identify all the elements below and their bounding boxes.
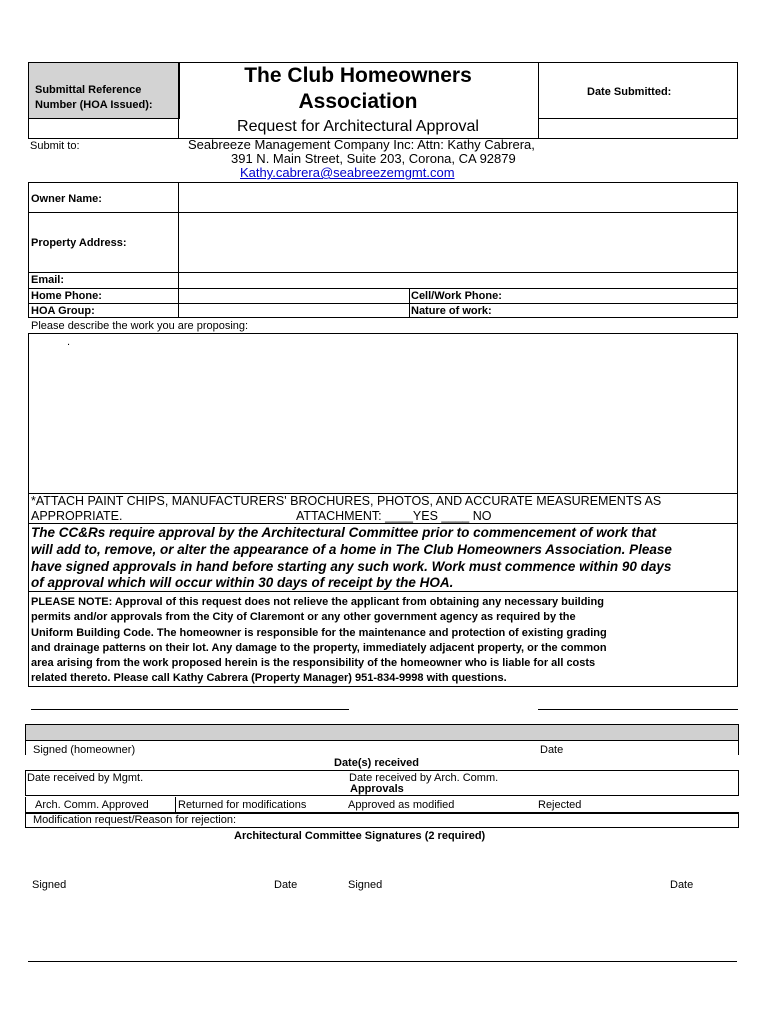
attach-note-line1: *ATTACH PAINT CHIPS, MANUFACTURERS' BROCHURES, PHOTOS, AND ACCURATE MEASUREMENTS AS [31,494,662,508]
date-received-arch[interactable]: Date received by Arch. Comm. [349,772,499,784]
email-row-divider [28,288,738,289]
homeowner-signature-line[interactable] [31,709,349,710]
ccrs-line3: have signed approvals in hand before starting any such work. Work must commence within 90 days [31,559,672,574]
ccrs-line2: will add to, remove, or alter the appearance of a home in The Club Homeowners Association. Please [31,542,672,557]
address-row-divider [28,272,738,273]
submit-address-line1: Seabreeze Management Company Inc: Attn: Kathy Cabrera, [188,137,535,152]
nature-of-work-label: Nature of work: [411,305,492,317]
approved-option[interactable]: Arch. Comm. Approved [35,799,149,811]
committee-signed-1[interactable]: Signed [32,879,67,891]
describe-work-label: Please describe the work you are proposing: [31,320,249,332]
rejected-option[interactable]: Rejected [538,799,582,811]
approvals-divider [175,797,176,813]
ccrs-line1: The CC&Rs require approval by the Architectural Committee prior to commencement of work that [31,525,657,540]
submit-address-line2: 391 N. Main Street, Suite 203, Corona, CA 92879 [231,151,516,166]
signature-left-rule [25,741,26,755]
returned-option[interactable]: Returned for modifications [178,799,307,811]
submit-to-label: Submit to: [30,140,80,152]
date-submitted-input[interactable] [540,120,736,137]
owner-table-divider [178,182,179,318]
note-line5: area arising from the work proposed herein is the responsibility of the homeowner who is liable for all costs [31,657,596,669]
email-label: Email: [31,274,65,286]
committee-signatures-title: Architectural Committee Signatures (2 required) [234,830,486,842]
dates-received-title: Date(s) received [334,757,419,769]
committee-date-1[interactable]: Date [274,879,298,891]
form-subtitle: Request for Architectural Approval [237,118,479,135]
note-line3: Uniform Building Code. The homeowner is responsible for the maintenance and protection of existing grading [31,627,607,639]
signature-right-rule [738,741,739,755]
date-submitted-label: Date Submitted: [587,86,672,98]
modified-option[interactable]: Approved as modified [348,799,455,811]
approvals-title: Approvals [350,783,404,795]
header-row-divider-right [538,118,738,119]
attach-note-line2: APPROPRIATE. [31,509,123,523]
homeowner-date-label: Date [540,744,564,756]
ref-label-line1: Submittal Reference [35,84,142,96]
form-title-line2: Association [298,90,418,113]
attachment-yes-no[interactable]: ATTACHMENT: ____YES ____ NO [296,509,492,523]
homeowner-date-line[interactable] [538,709,738,710]
hoa-group-input[interactable] [180,305,408,317]
note-line1: PLEASE NOTE: Approval of this request does not relieve the applicant from obtaining any necessary building [31,596,604,608]
header-row-divider-left [28,118,180,119]
note-line6: related thereto. Please call Kathy Cabrera (Property Manager) 951-834-9998 with questions. [31,672,507,684]
owner-name-label: Owner Name: [31,193,102,205]
home-phone-label: Home Phone: [31,290,102,302]
signed-homeowner-label: Signed (homeowner) [33,744,136,756]
bottom-rule [28,961,737,962]
phone-col-divider [409,288,410,318]
property-address-label: Property Address: [31,237,127,249]
property-address-input[interactable] [180,214,736,271]
date-received-mgmt[interactable]: Date received by Mgmt. [27,772,144,784]
ref-label-line2: Number (HOA Issued): [35,99,153,111]
form-title-line1: The Club Homeowners [244,64,472,87]
home-phone-input[interactable] [180,290,408,302]
cell-phone-label: Cell/Work Phone: [411,290,502,302]
committee-signed-2[interactable]: Signed [348,879,383,891]
hoa-group-label: HOA Group: [31,305,95,317]
email-input[interactable] [180,274,736,287]
ccrs-line4: of approval which will occur within 30 days of receipt by the HOA. [31,575,454,590]
phone-row-divider [28,303,738,304]
committee-date-2[interactable]: Date [670,879,694,891]
ref-number-input[interactable] [30,120,176,137]
owner-name-input[interactable] [180,184,736,211]
note-line2: permits and/or approvals from the City of Claremont or any other government agency as required by the [31,611,576,623]
office-use-bar [25,724,739,741]
modification-request-label: Modification request/Reason for rejection: [33,814,236,826]
submit-email-link[interactable]: Kathy.cabrera@seabreezemgmt.com [240,165,455,180]
owner-row-divider [28,212,738,213]
header-divider-right [538,62,539,139]
describe-work-area[interactable] [28,333,738,494]
note-line4: and drainage patterns on their lot. Any damage to the property, immediately adjacent property, or the common [31,642,607,654]
describe-work-value: . [67,336,71,348]
